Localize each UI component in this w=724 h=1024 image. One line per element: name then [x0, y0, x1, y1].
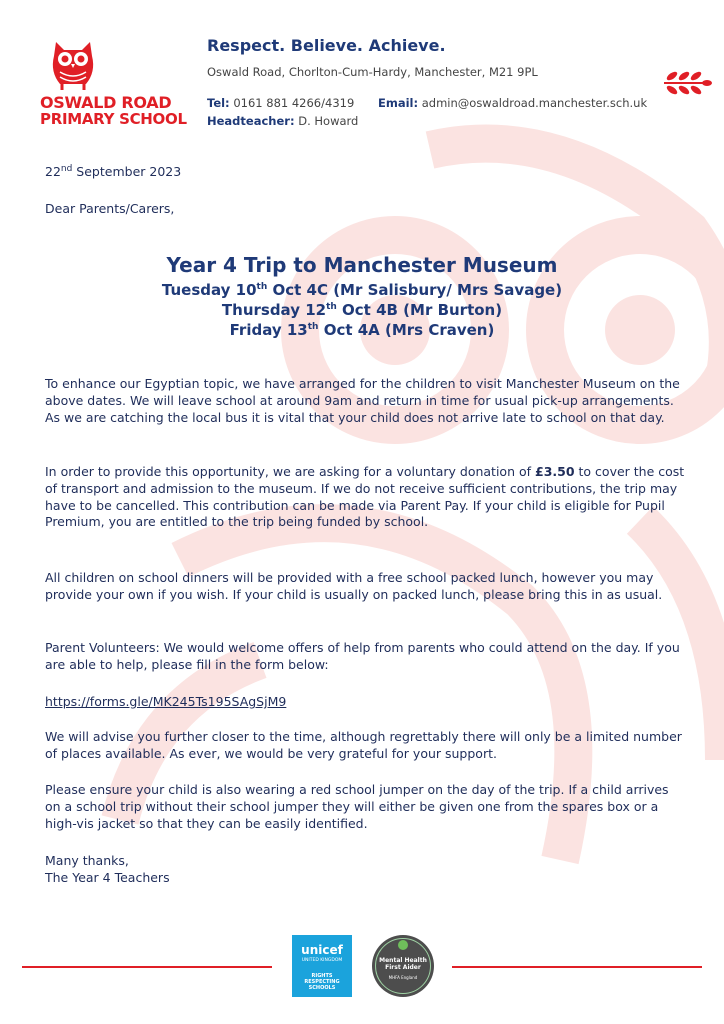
- mhfa-logo-icon: [398, 940, 408, 950]
- letter-date: [45, 164, 685, 181]
- trip-detail: Oct 4B (Mr Burton): [336, 301, 503, 319]
- unicef-rights-respecting-badge: [292, 935, 352, 997]
- closing-thanks: Many thanks,: [45, 853, 129, 868]
- date-day: 22: [45, 164, 61, 179]
- school-motto: Respect. Believe. Achieve.: [207, 36, 446, 55]
- mhfa-caption-line1: Mental Health: [379, 957, 427, 964]
- donation-text-before: In order to provide this opportunity, we are asking for a voluntary donation of: [45, 464, 535, 479]
- school-name-line2: PRIMARY SCHOOL: [40, 110, 187, 128]
- paragraph-places: We will advise you further closer to the time, although regrettably there will only be a limited number of places available. As ever, we would be very grateful for your support.: [45, 729, 682, 761]
- email-value[interactable]: admin@oswaldroad.manchester.sch.uk: [421, 96, 648, 110]
- date-suffix: nd: [60, 163, 73, 174]
- paragraph-topic: To enhance our Egyptian topic, we have arranged for the children to visit Manchester Museum on the above dates. We will leave school at around 9am and return in time for usual pick-up arrangements. As we are catching the local bus it is vital that your child does not arrive late to school on that day.: [45, 376, 680, 425]
- school-logo: [40, 38, 187, 130]
- unicef-caption-line3: SCHOOLS: [308, 985, 336, 991]
- school-name-line1: OSWALD ROAD: [40, 93, 172, 112]
- trip-date-4a: [62, 321, 662, 339]
- closing-signature: The Year 4 Teachers: [45, 870, 170, 885]
- email-label: Email:: [378, 96, 419, 110]
- headteacher-label: Headteacher:: [207, 114, 295, 128]
- trip-date-4c: [62, 281, 662, 299]
- fern-icon: [662, 68, 712, 98]
- trip-date-4b: [62, 301, 662, 319]
- mhfa-org: MHFA England: [388, 975, 418, 980]
- trip-detail: Oct 4A (Mrs Craven): [318, 321, 495, 339]
- paragraph-donation: [45, 464, 685, 531]
- greeting: Dear Parents/Carers,: [45, 201, 175, 216]
- paragraph-volunteers: Parent Volunteers: We would welcome offers of help from parents who could attend on the day. If you are able to help, please fill in the form below:: [45, 640, 680, 672]
- telephone: [207, 96, 354, 110]
- trip-suffix: th: [307, 322, 319, 332]
- school-address: Oswald Road, Chorlton-Cum-Hardy, Manchester, M21 9PL: [207, 65, 538, 79]
- owl-icon: [50, 38, 96, 94]
- date-rest: September 2023: [72, 164, 182, 179]
- tel-label: Tel:: [207, 96, 230, 110]
- headteacher: [207, 114, 358, 128]
- unicef-caption-line1: RIGHTS: [311, 973, 333, 979]
- unicef-country: UNITED KINGDOM: [301, 958, 343, 963]
- trip-day: Friday 13: [229, 321, 308, 339]
- trip-day: Thursday 12: [221, 301, 327, 319]
- paragraph-jumper: Please ensure your child is also wearing a red school jumper on the day of the trip. If a child arrives on a school trip without their school jumper they will either be given one from the spares box or a high-vis jacket so that they can be easily identified.: [45, 782, 669, 831]
- unicef-caption: [292, 973, 352, 991]
- trip-suffix: th: [256, 282, 268, 292]
- unicef-caption-line2: RESPECTING: [304, 979, 340, 985]
- headteacher-value: D. Howard: [298, 114, 359, 128]
- trip-day: Tuesday 10: [161, 281, 257, 299]
- footer-divider-right: [452, 966, 702, 968]
- volunteer-form-link[interactable]: https://forms.gle/MK245Ts195SAgSjM9: [45, 694, 287, 709]
- footer-divider-left: [22, 966, 272, 968]
- unicef-name: unicef: [301, 943, 343, 957]
- tel-value: 0161 881 4266/4319: [233, 96, 355, 110]
- donation-amount: £3.50: [535, 464, 575, 479]
- letter-title: Year 4 Trip to Manchester Museum: [166, 253, 558, 277]
- mhfa-caption-line2: First Aider: [385, 964, 421, 971]
- donation-text-after: to cover the cost of transport and admission to the museum. If we do not receive sufficient contributions, the trip may have to be cancelled. This contribution can be made via Parent Pay. If your child is eligible for Pupil Premium, you are entitled to the trip being funded by school.: [45, 464, 685, 530]
- email: [378, 96, 647, 110]
- mental-health-first-aider-badge: [372, 935, 434, 997]
- paragraph-lunch: All children on school dinners will be provided with a free school packed lunch, however you may provide your own if you wish. If your child is usually on packed lunch, please bring this in as usual.: [45, 570, 663, 602]
- trip-detail: Oct 4C (Mr Salisbury/ Mrs Savage): [267, 281, 563, 299]
- trip-suffix: th: [326, 302, 337, 312]
